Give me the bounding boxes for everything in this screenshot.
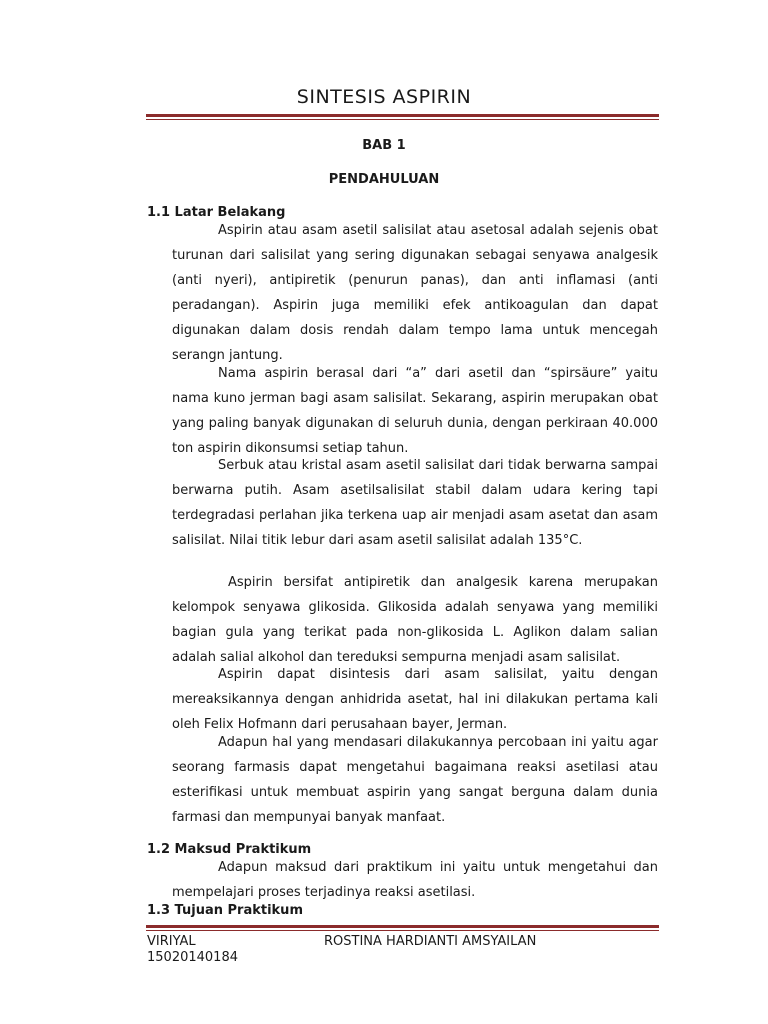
- paragraph-text: Nama aspirin berasal dari “a” dari asetil dan “spirsäure” yaitu nama kuno jerman bagi asam salisilat. Sekarang, aspirin merupakan obat yang paling banyak digunakan di seluruh dunia, dengan perkiraan 40.000 ton aspirin dikonsumsi setiap tahun.: [172, 366, 658, 456]
- header-rule: [146, 114, 659, 120]
- paragraph-text: Aspirin atau asam asetil salisilat atau asetosal adalah sejenis obat turunan dari salisilat yang sering digunakan sebagai senyawa analgesik (anti nyeri), antipiretik (penurun panas), dan anti inflamasi (anti peradangan). Aspirin juga memiliki efek antikoagulan dan dapat digunakan dalam dosis rendah dalam tempo lama untuk mencegah serangn jantung.: [172, 223, 658, 363]
- paragraph-text: Serbuk atau kristal asam asetil salisilat dari tidak berwarna sampai berwarna putih. Asam asetilsalisilat stabil dalam udara kering tapi terdegradasi perlahan jika terkena uap air menjadi asam asetat dan asam salisilat. Nilai titik lebur dari asam asetil salisilat adalah 135°C.: [172, 458, 658, 548]
- paragraph: [172, 662, 658, 737]
- footer-rule-thin: [146, 930, 659, 931]
- paragraph: [172, 453, 658, 553]
- section-heading-maksud-praktikum: 1.2 Maksud Praktikum: [147, 842, 312, 857]
- footer-assistant: ROSTINA HARDIANTI AMSYAILAN: [324, 934, 537, 949]
- paragraph: [172, 570, 658, 670]
- header-rule-thin: [146, 119, 659, 120]
- paragraph: [172, 730, 658, 830]
- footer-rule: [146, 925, 659, 931]
- footer-rule-thick: [146, 925, 659, 928]
- footer-id: 15020140184: [147, 950, 238, 965]
- header-rule-thick: [146, 114, 659, 117]
- footer-name: VIRIYAL: [147, 934, 196, 949]
- chapter-number: BAB 1: [362, 138, 406, 153]
- document-title: SINTESIS ASPIRIN: [296, 86, 472, 108]
- paragraph-text: Aspirin dapat disintesis dari asam salisilat, yaitu dengan mereaksikannya dengan anhidrida asetat, hal ini dilakukan pertama kali oleh Felix Hofmann dari perusahaan bayer, Jerman.: [172, 667, 658, 732]
- paragraph-text: Adapun maksud dari praktikum ini yaitu untuk mengetahui dan mempelajari proses terjadinya reaksi asetilasi.: [172, 860, 658, 900]
- paragraph-text: Aspirin bersifat antipiretik dan analgesik karena merupakan kelompok senyawa glikosida. Glikosida adalah senyawa yang memiliki bagian gula yang terikat pada non-glikosida L. Aglikon dalam salian adalah salial alkohol dan tereduksi sempurna menjadi asam salisilat.: [172, 575, 658, 665]
- paragraph: [172, 361, 658, 461]
- section-heading-latar-belakang: 1.1 Latar Belakang: [147, 205, 286, 220]
- paragraph: [172, 218, 658, 368]
- footer-student: [147, 934, 238, 966]
- section-heading-tujuan-praktikum: 1.3 Tujuan Praktikum: [147, 903, 303, 918]
- paragraph: [172, 855, 658, 905]
- chapter-title: PENDAHULUAN: [328, 172, 440, 187]
- paragraph-text: Adapun hal yang mendasari dilakukannya percobaan ini yaitu agar seorang farmasis dapat mengetahui bagaimana reaksi asetilasi atau esterifikasi untuk membuat aspirin yang sangat berguna dalam dunia farmasi dan mempunyai banyak manfaat.: [172, 735, 658, 825]
